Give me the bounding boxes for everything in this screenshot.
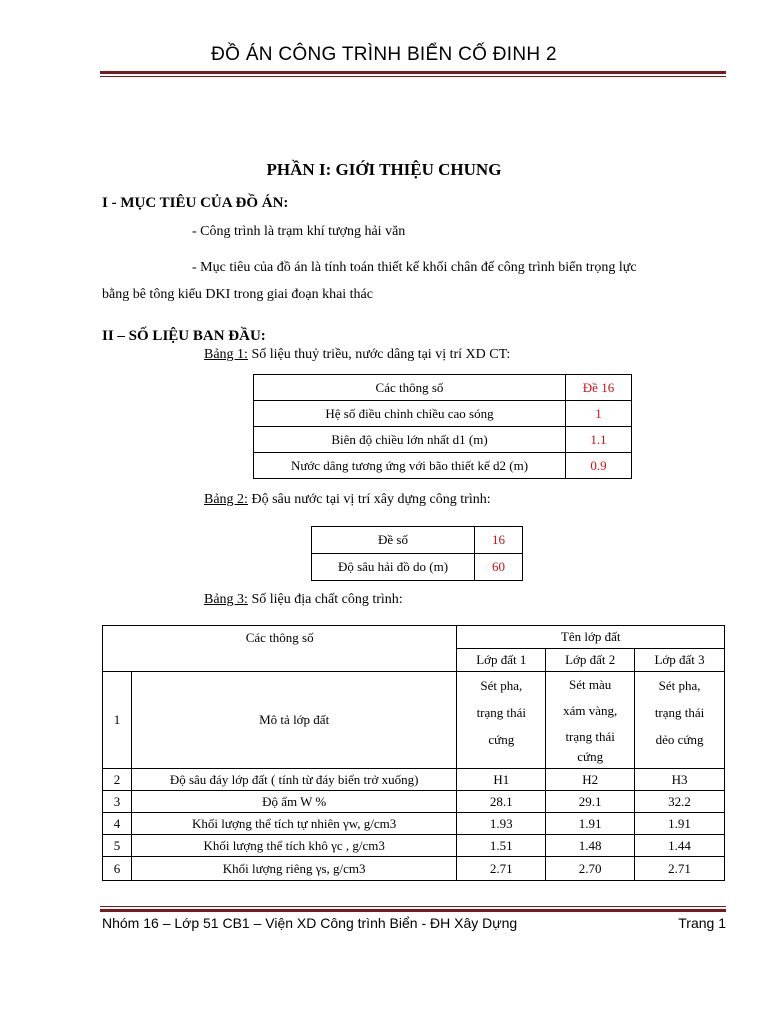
table-cell: Khối lượng thể tích khô γc , g/cm3 bbox=[131, 835, 456, 857]
table-cell: 16 bbox=[475, 527, 523, 554]
table-cell: Độ ẩm W % bbox=[131, 791, 456, 813]
table-2-caption-text: Độ sâu nước tại vị trí xây dựng công trình: bbox=[247, 492, 491, 507]
table-row bbox=[103, 813, 725, 835]
table-cell: Độ sâu đáy lớp đất ( tính từ đáy biển trở xuống) bbox=[131, 769, 456, 791]
document-header-title: ĐỒ ÁN CÔNG TRÌNH BIỂN CỐ ĐINH 2 bbox=[211, 44, 557, 65]
section-1-paragraph-2: - Mục tiêu của đồ án là tính toán thiết kế khối chân đế công trình biển trọng lực bbox=[192, 260, 637, 275]
table-cell: 1.91 bbox=[546, 813, 635, 835]
table-3-layer-3: Lớp đất 3 bbox=[635, 649, 725, 672]
desc-line: cứng bbox=[577, 749, 604, 764]
table-cell: 28.1 bbox=[457, 791, 546, 813]
table-2-caption bbox=[204, 492, 491, 508]
header-rule bbox=[100, 71, 726, 74]
table-row bbox=[103, 672, 725, 769]
page-number: Trang 1 bbox=[678, 915, 726, 931]
table-2-caption-label: Bảng 2: bbox=[204, 492, 248, 507]
section-1-title: I - MỤC TIÊU CỦA ĐỒ ÁN: bbox=[102, 195, 289, 211]
table-row bbox=[254, 375, 632, 401]
table-cell: H2 bbox=[546, 769, 635, 791]
desc-line: Sét màu bbox=[569, 677, 612, 692]
section-1-paragraph-1: - Công trình là trạm khí tượng hải văn bbox=[192, 224, 406, 239]
table-cell: Mô tả lớp đất bbox=[131, 672, 456, 769]
table-cell: Đề số bbox=[312, 527, 475, 554]
table-cell: 32.2 bbox=[635, 791, 725, 813]
table-cell: 2.70 bbox=[546, 857, 635, 881]
table-cell: 3 bbox=[103, 791, 132, 813]
desc-line: trạng thái bbox=[565, 729, 615, 744]
table-row bbox=[103, 626, 725, 649]
table-row bbox=[103, 835, 725, 857]
table-cell: Nước dâng tương ứng với bão thiết kế d2 (m) bbox=[254, 453, 566, 479]
table-1-caption bbox=[204, 347, 510, 363]
table-cell: 1.1 bbox=[566, 427, 632, 453]
section-2-title: II – SỐ LIỆU BAN ĐẦU: bbox=[102, 328, 266, 344]
table-cell: Khối lượng thể tích tự nhiên γw, g/cm3 bbox=[131, 813, 456, 835]
table-cell: Hệ số điều chỉnh chiều cao sóng bbox=[254, 401, 566, 427]
table-1 bbox=[253, 374, 632, 479]
table-cell: Độ sâu hải đồ do (m) bbox=[312, 554, 475, 581]
table-3 bbox=[102, 625, 725, 881]
table-cell: H1 bbox=[457, 769, 546, 791]
table-cell: Biên độ chiều lớn nhất d1 (m) bbox=[254, 427, 566, 453]
table-row bbox=[103, 857, 725, 881]
table-3-caption-label: Bảng 3: bbox=[204, 592, 248, 607]
footer-rule-thin bbox=[100, 906, 726, 907]
table-row bbox=[312, 527, 523, 554]
table-3-header-layer: Tên lớp đất bbox=[457, 626, 725, 649]
table-cell: Các thông số bbox=[254, 375, 566, 401]
table-cell: 1 bbox=[103, 672, 132, 769]
desc-line: trạng thái bbox=[476, 705, 527, 720]
table-cell: 29.1 bbox=[546, 791, 635, 813]
table-cell: Khối lượng riêng γs, g/cm3 bbox=[131, 857, 456, 881]
desc-line: dẻo cứng bbox=[655, 732, 704, 747]
table-cell: 1 bbox=[566, 401, 632, 427]
table-cell: Đề 16 bbox=[566, 375, 632, 401]
table-cell: 1.48 bbox=[546, 835, 635, 857]
table-1-caption-label: Bảng 1: bbox=[204, 347, 248, 362]
desc-line: cứng bbox=[488, 732, 515, 747]
desc-line: Sét pha, bbox=[658, 678, 701, 693]
table-row bbox=[103, 791, 725, 813]
desc-line: Sét pha, bbox=[480, 678, 523, 693]
table-cell bbox=[546, 672, 635, 769]
table-3-caption bbox=[204, 592, 403, 608]
section-1-paragraph-2-cont: bằng bê tông kiểu DKI trong giai đoạn khai thác bbox=[102, 287, 373, 302]
table-3-layer-2: Lớp đất 2 bbox=[546, 649, 635, 672]
table-cell: 1.93 bbox=[457, 813, 546, 835]
desc-line: xám vàng, bbox=[563, 703, 618, 718]
table-cell: 60 bbox=[475, 554, 523, 581]
table-row bbox=[103, 769, 725, 791]
table-3-caption-text: Số liệu địa chất công trình: bbox=[247, 592, 403, 607]
table-cell: H3 bbox=[635, 769, 725, 791]
table-cell: 2.71 bbox=[457, 857, 546, 881]
table-cell: 5 bbox=[103, 835, 132, 857]
footer-rule bbox=[100, 909, 726, 912]
table-1-caption-text: Số liệu thuỷ triều, nước dâng tại vị trí XD CT: bbox=[247, 347, 511, 362]
table-cell: 2 bbox=[103, 769, 132, 791]
table-cell bbox=[457, 672, 546, 769]
table-3-header-params: Các thông số bbox=[103, 626, 457, 672]
table-2 bbox=[311, 526, 523, 581]
header-rule-thin bbox=[100, 76, 726, 77]
footer-left: Nhóm 16 – Lớp 51 CB1 – Viện XD Công trình Biển - ĐH Xây Dựng bbox=[102, 915, 518, 931]
table-cell: 1.44 bbox=[635, 835, 725, 857]
part-title: PHẦN I: GIỚI THIỆU CHUNG bbox=[266, 160, 502, 179]
table-cell bbox=[635, 672, 725, 769]
table-cell: 2.71 bbox=[635, 857, 725, 881]
table-row bbox=[254, 401, 632, 427]
table-row bbox=[254, 427, 632, 453]
table-row bbox=[254, 453, 632, 479]
desc-line: trạng thái bbox=[654, 705, 705, 720]
table-cell: 1.91 bbox=[635, 813, 725, 835]
table-row bbox=[312, 554, 523, 581]
table-cell: 6 bbox=[103, 857, 132, 881]
table-cell: 1.51 bbox=[457, 835, 546, 857]
table-cell: 0.9 bbox=[566, 453, 632, 479]
table-3-layer-1: Lớp đất 1 bbox=[457, 649, 546, 672]
table-cell: 4 bbox=[103, 813, 132, 835]
